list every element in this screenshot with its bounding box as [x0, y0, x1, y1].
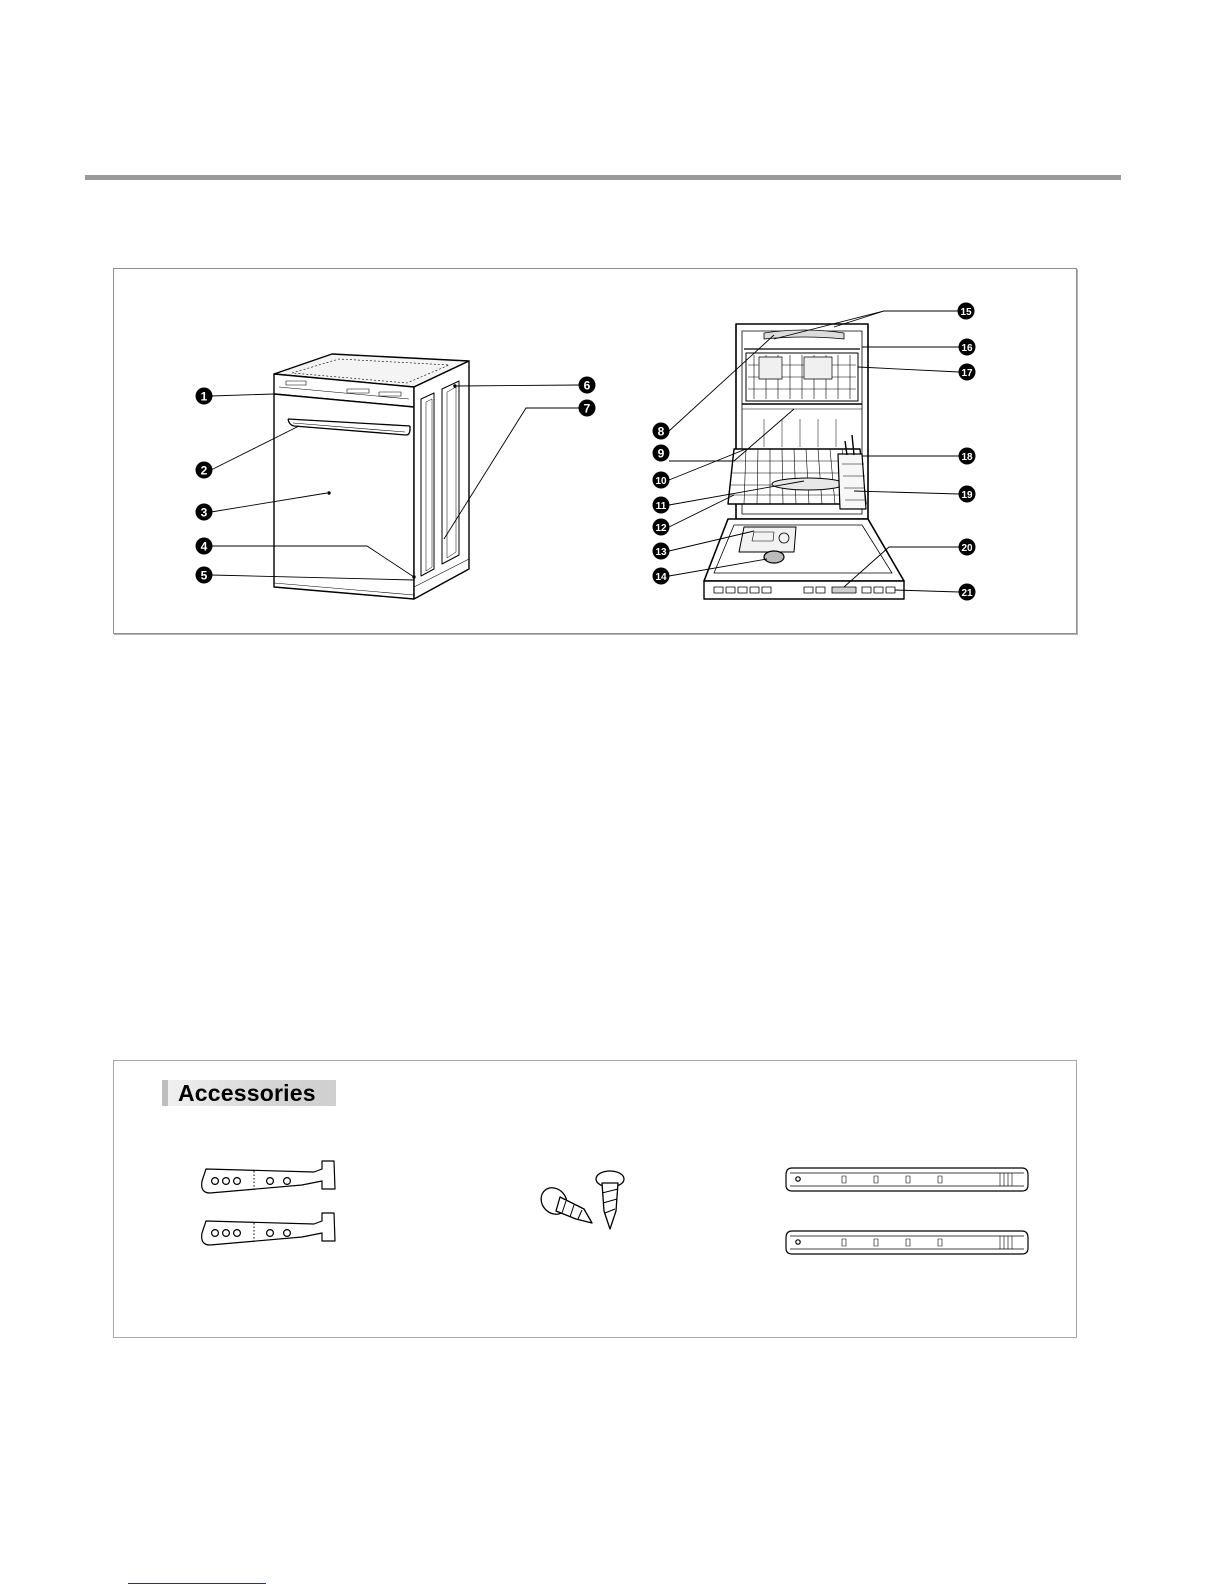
svg-text:14: 14 [655, 572, 667, 583]
callout-9 [653, 445, 670, 462]
svg-text:1: 1 [200, 389, 208, 404]
callout-2 [196, 462, 213, 479]
header-rule [85, 175, 1121, 180]
svg-text:3: 3 [200, 505, 208, 520]
callout-19 [959, 486, 976, 503]
callout-10 [653, 472, 670, 489]
callout-8 [653, 423, 670, 440]
accessories-panel [113, 1060, 1077, 1338]
callout-14 [653, 568, 670, 585]
svg-text:15: 15 [960, 307, 972, 318]
callout-11 [653, 497, 670, 514]
svg-text:9: 9 [657, 446, 665, 461]
callout-12 [653, 519, 670, 536]
svg-text:16: 16 [961, 343, 973, 354]
svg-text:12: 12 [655, 523, 667, 534]
callout-3 [196, 504, 213, 521]
svg-text:21: 21 [961, 588, 973, 599]
svg-text:10: 10 [655, 476, 667, 487]
callout-13 [653, 543, 670, 560]
callout-15 [958, 303, 975, 320]
callout-4 [196, 538, 213, 555]
callout-5 [196, 567, 213, 584]
side-rails-illustration [786, 1168, 1028, 1254]
svg-text:7: 7 [583, 401, 591, 416]
callout-20 [959, 539, 976, 556]
screws-illustration [536, 1171, 624, 1229]
footer-link-underline [128, 1583, 266, 1584]
svg-text:17: 17 [961, 368, 973, 379]
svg-text:6: 6 [583, 378, 591, 393]
accessories-title: Accessories [178, 1080, 316, 1106]
callout-7 [579, 400, 596, 417]
svg-text:2: 2 [200, 463, 208, 478]
accessories-illustrations [114, 1061, 1076, 1337]
callout-1 [196, 388, 213, 405]
dishwasher-open-illustration [704, 324, 904, 599]
svg-text:11: 11 [655, 501, 667, 512]
parts-diagram-panel [113, 268, 1077, 634]
svg-text:13: 13 [655, 547, 667, 558]
svg-text:5: 5 [200, 568, 208, 583]
mounting-bracket-illustration [202, 1161, 335, 1245]
svg-text:20: 20 [961, 543, 973, 554]
parts-diagram [114, 269, 1076, 633]
callout-18 [959, 448, 976, 465]
svg-text:19: 19 [961, 490, 973, 501]
callout-21 [959, 584, 976, 601]
svg-text:4: 4 [200, 539, 208, 554]
callout-17 [959, 364, 976, 381]
callout-16 [959, 339, 976, 356]
svg-text:8: 8 [657, 424, 665, 439]
dishwasher-front-illustration [274, 354, 469, 599]
callout-6 [579, 377, 596, 394]
svg-text:18: 18 [961, 452, 973, 463]
